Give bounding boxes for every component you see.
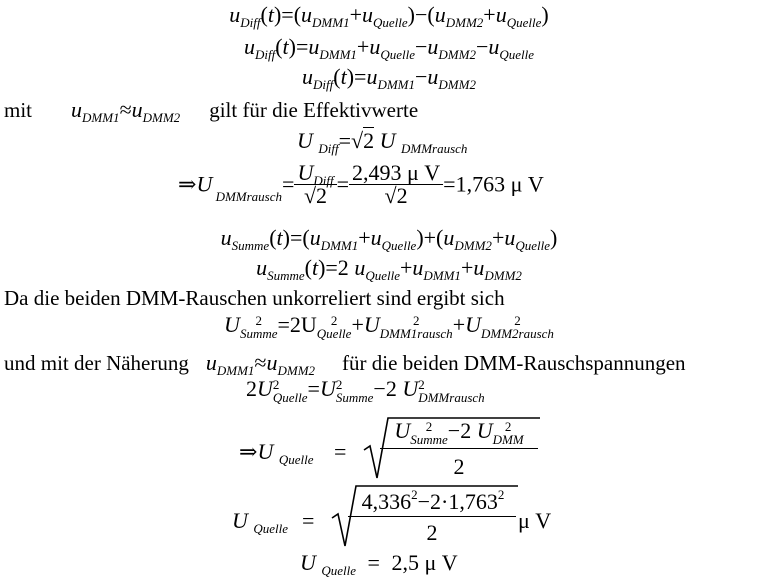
equation-u-diff-expanded: $u_{Diff}(t)=(u_{DMM1}+u_{Quelle})-(u_{DMM2}+u_{Quelle})$ bbox=[229, 2, 549, 30]
text-gilt: gilt für die Effektivwerte bbox=[209, 98, 419, 122]
equals-sign: = bbox=[334, 439, 347, 464]
equation-u-summe-squared: U 2 Summe =2U 2 Quelle +U 2 DMM1rausch +U 2 DMM2rausch bbox=[224, 312, 554, 341]
equation-u-summe-simplified: $u_{Summe}(t)=2$ $u_{Quelle}+u_{DMM1}+u_{DMM2}$ bbox=[256, 255, 522, 283]
equals-sign-2: = bbox=[302, 508, 315, 533]
equation-u-diff-rms: U $_{Diff}$=√2 U $_{DMMrausch}$ bbox=[297, 128, 468, 156]
fraction-quelle-numerator: U 2 Summe −2 U 2 DMM bbox=[394, 418, 524, 447]
equation-u-quelle-numeric-left: U $_{Quelle}$ bbox=[232, 508, 289, 536]
fraction-numeric-denominator: 2 bbox=[426, 520, 438, 545]
unit-uv-2: μ V bbox=[518, 508, 552, 533]
equation-u-dmm-rausch: ⇒U $_{DMMrausch}$= $\frac{U_{Diff}}{√2}$ = $\frac{\text{2,493 μ V}}{√2}$ =1,763 μ V bbox=[178, 160, 544, 208]
equation-u-diff-sum: $u_{Diff}(t)=u_{DMM1}+u_{Quelle}-u_{DMM2}-u_{Quelle}$ bbox=[243, 34, 535, 62]
value-u-diff: 2,493 bbox=[351, 160, 402, 185]
fraction-numeric-numerator: $4,336^2-2\cdot 1,763^2$ bbox=[361, 487, 505, 514]
text-naeherung: und mit der Näherung $u_{DMM1}\approx u_{DMM2}$ für die beiden DMM-Rauschspannungen bbox=[4, 350, 686, 378]
value-u-dmm-rausch: 1,763 bbox=[455, 171, 506, 197]
text-fuer: für die beiden DMM-Rauschspannungen bbox=[342, 351, 686, 375]
equation-u-quelle-formula-left: ⇒U $_{Quelle}$ bbox=[239, 439, 314, 467]
equation-u-diff-simplified: $u_{Diff}(t)=u_{DMM1}-u_{DMM2}$ bbox=[302, 64, 476, 92]
value-u-summe: 4,336 bbox=[361, 489, 412, 514]
equation-2u-quelle-squared: 2U 2 Quelle =U 2 Summe −2 U 2 DMMrausch bbox=[246, 376, 485, 405]
text-mit: mit bbox=[4, 98, 33, 122]
fraction-bar-1 bbox=[380, 448, 538, 449]
text-da-die-beiden: Da die beiden DMM-Rauschen unkorreliert sind ergibt sich bbox=[4, 286, 505, 310]
value-u-quelle: 2,5 bbox=[391, 550, 419, 575]
equation-u-summe-expanded: $u_{Summe}(t)=(u_{DMM1}+u_{Quelle})+(u_{DMM2}+u_{Quelle})$ bbox=[220, 225, 558, 253]
text-und: und mit der Näherung bbox=[4, 351, 189, 375]
fraction-quelle-denominator: 2 bbox=[453, 454, 465, 479]
text-mit-condition: mit $u_{DMM1}\approx u_{DMM2}$ gilt für die Effektivwerte bbox=[4, 97, 419, 125]
fraction-bar-2 bbox=[348, 516, 516, 517]
equation-u-quelle-result: U $_{Quelle}$ = 2,5 μ V bbox=[300, 550, 458, 578]
value-u-dmm-rausch-2: 1,763 bbox=[448, 489, 498, 514]
unit-uv: μ V bbox=[406, 160, 441, 185]
